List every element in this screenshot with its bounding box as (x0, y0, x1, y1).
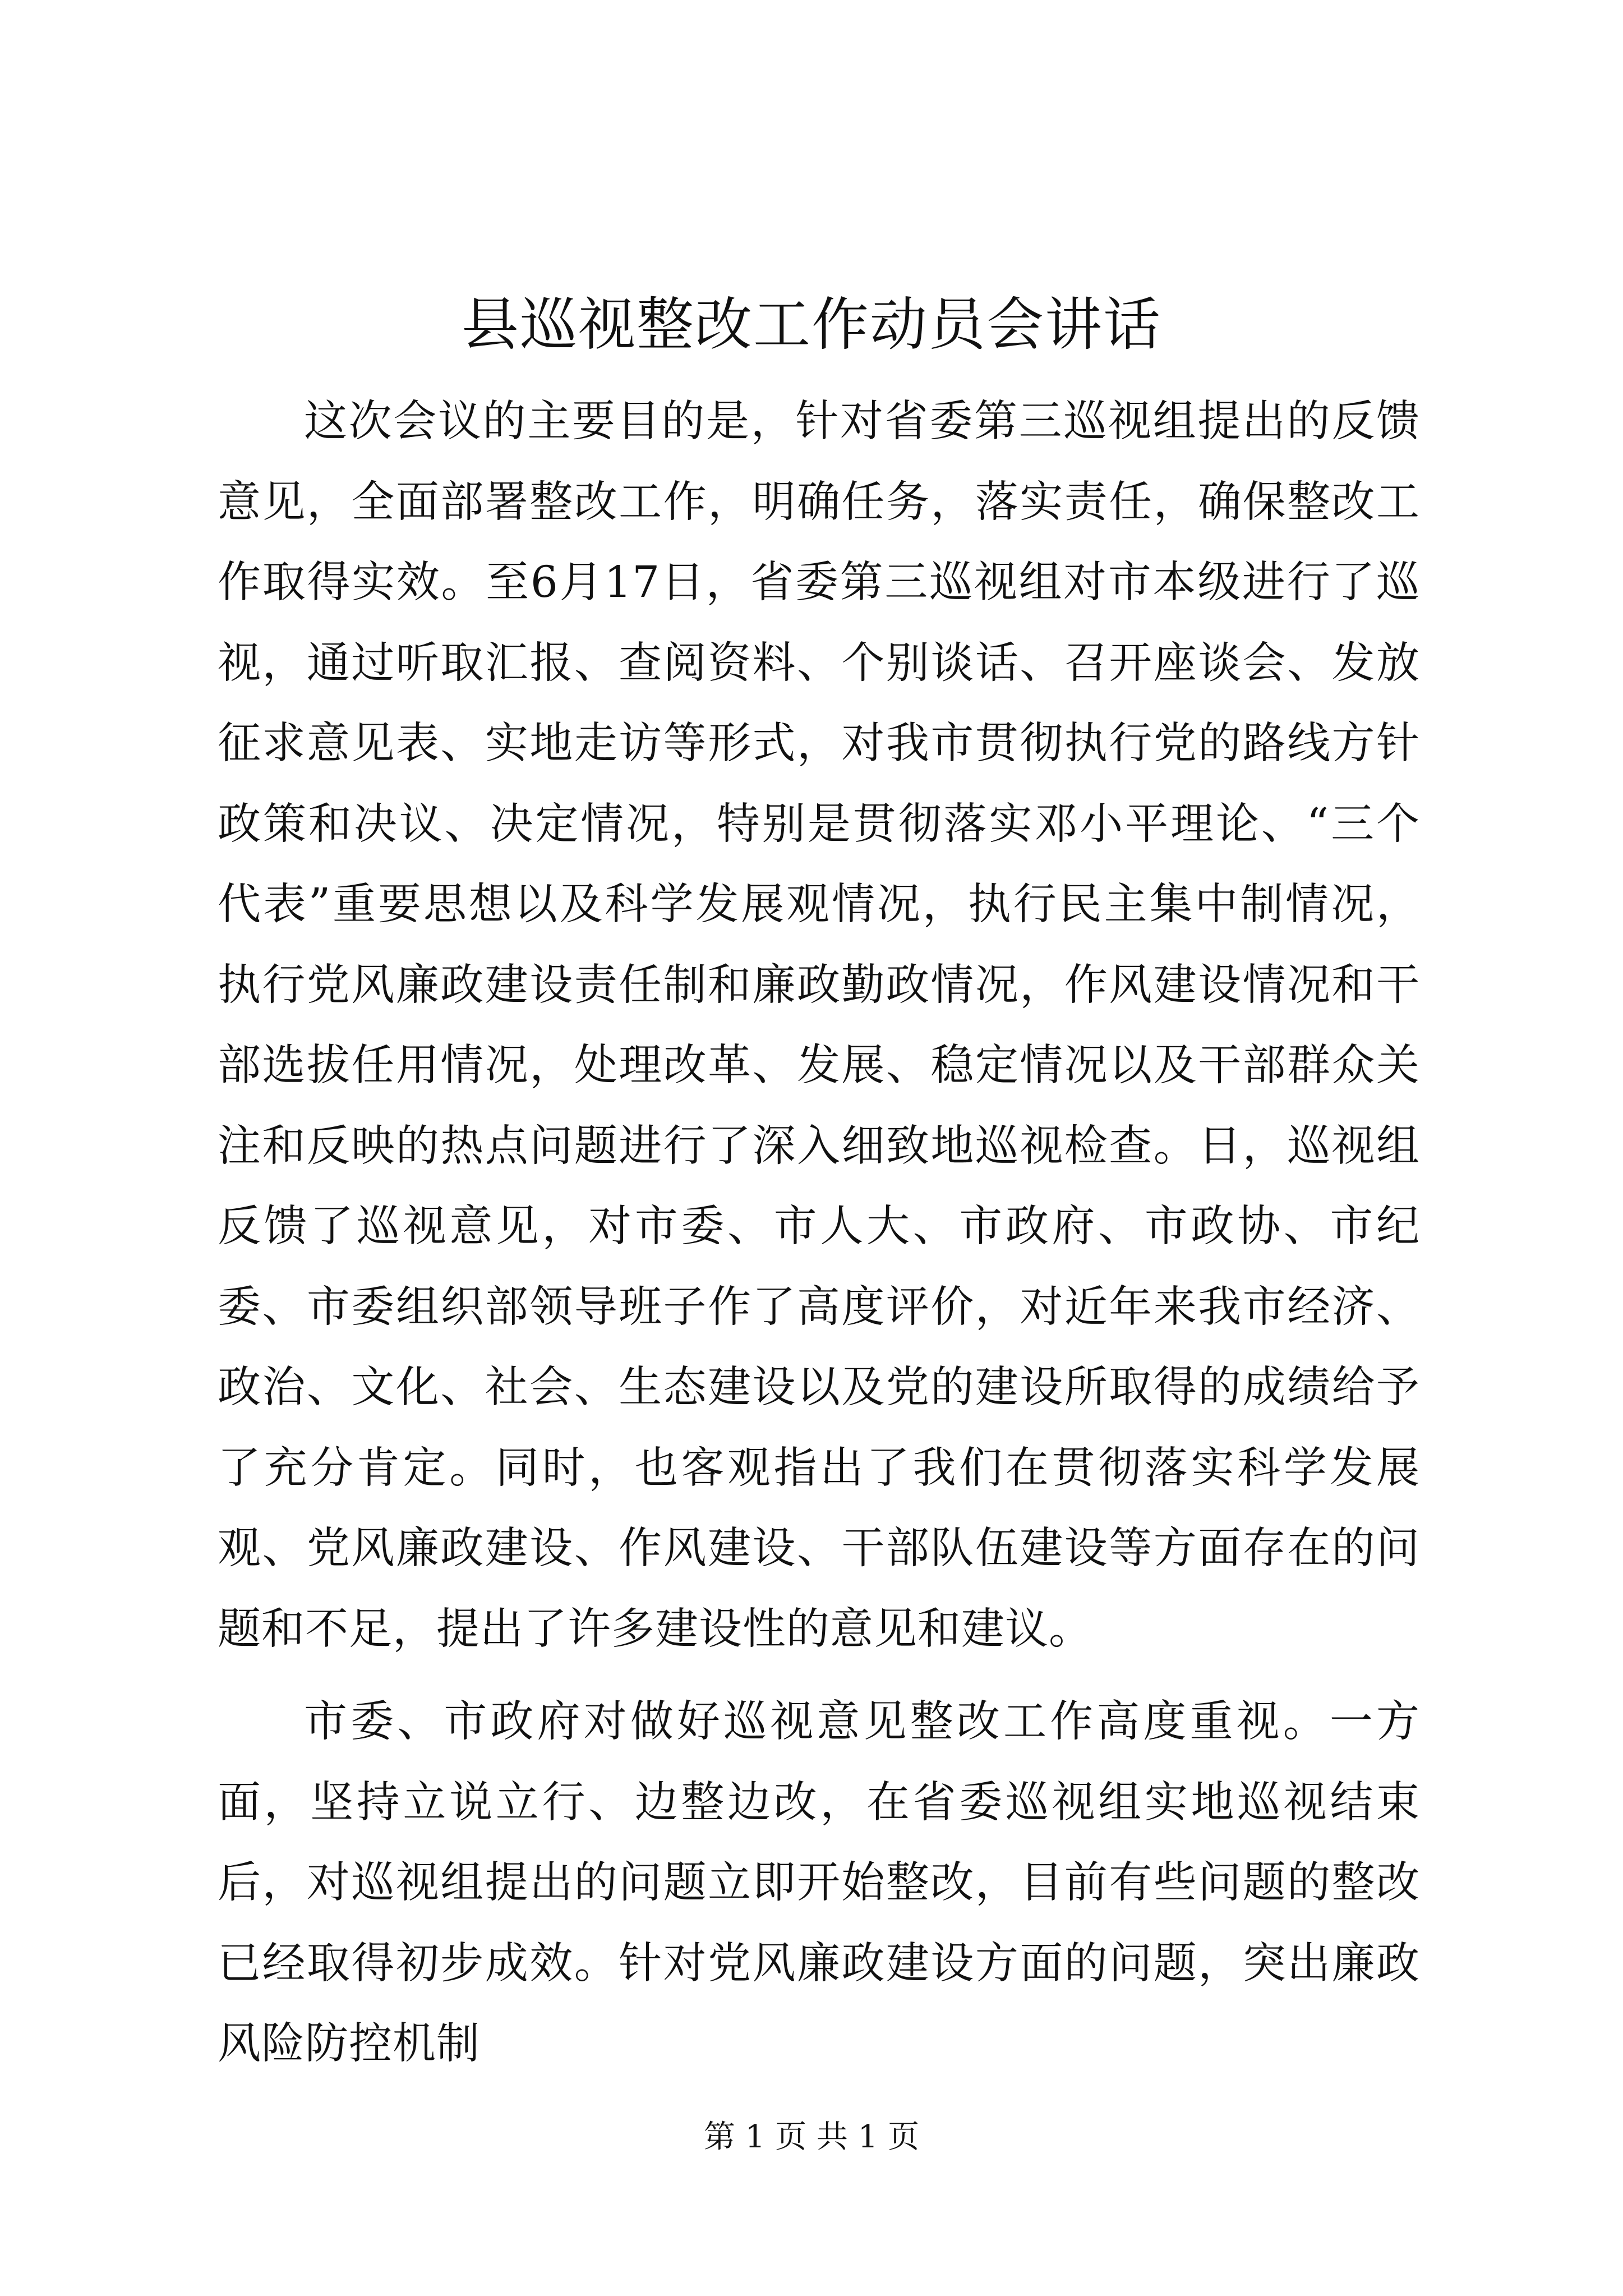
paragraph-1: 这次会议的主要目的是，针对省委第三巡视组提出的反馈意见，全面部署整改工作，明确任务，落实责任，确保整改工作取得实效。至6月17日，省委第三巡视组对市本级进行了巡视，通过听取汇报、查阅资料、个别谈话、召开座谈会、发放征求意见表、实地走访等形式，对我市贯彻执行党的路线方针政策和决议、决定情况，特别是贯彻落实邓小平理论、“三个代表”重要思想以及科学发展观情况，执行民主集中制情况，执行党风廉政建设责任制和廉政勤政情况，作风建设情况和干部选拔任用情况，处理改革、发展、稳定情况以及干部群众关注和反映的热点问题进行了深入细致地巡视检查。日，巡视组反馈了巡视意见，对市委、市人大、市政府、市政协、市纪委、市委组织部领导班子作了高度评价，对近年来我市经济、政治、文化、社会、生态建设以及党的建设所取得的成绩给予了充分肯定。同时，也客观指出了我们在贯彻落实科学发展观、党风廉政建设、作风建设、干部队伍建设等方面存在的问题和不足，提出了许多建设性的意见和建议。 (218, 397, 1420, 1654)
document-title: 县巡视整改工作动员会讲话 (462, 292, 1161, 358)
paragraph-2: 市委、市政府对做好巡视意见整改工作高度重视。一方面，坚持立说立行、边整边改，在省委巡视组实地巡视结束后，对巡视组提出的问题立即开始整改，目前有些问题的整改已经取得初步成效。针对党风廉政建设方面的问题，突出廉政风险防控机制 (218, 1697, 1420, 2069)
page-footer: 第 1 页 共 1 页 (703, 2119, 920, 2155)
document-body (218, 381, 1420, 2085)
